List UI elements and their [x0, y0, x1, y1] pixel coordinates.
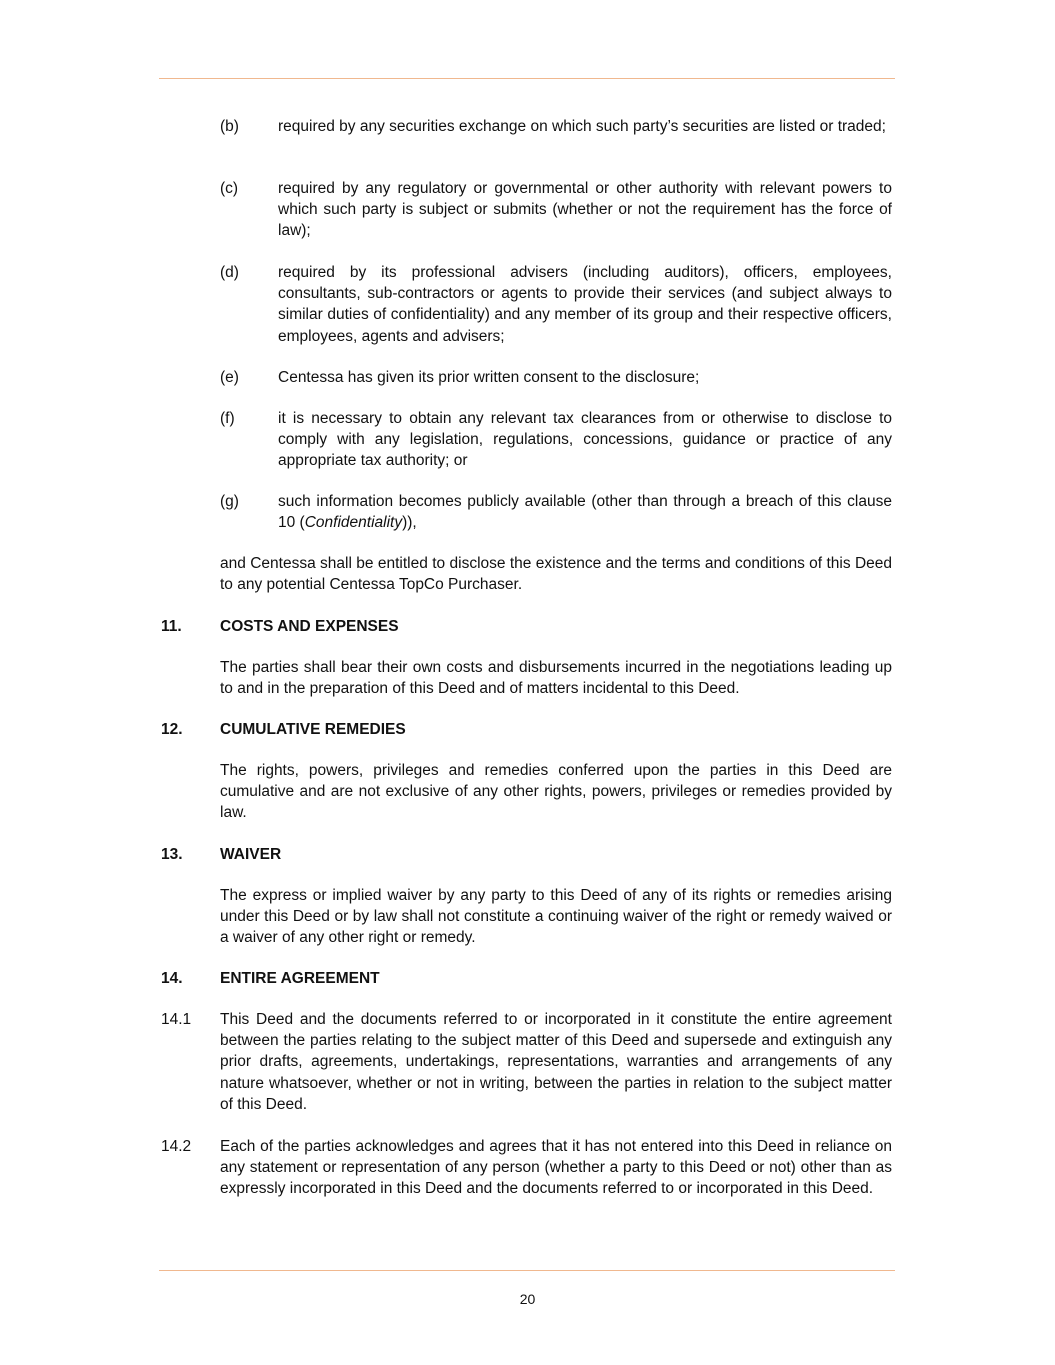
closing-paragraph: and Centessa shall be entitled to disclose the existence and the terms and conditions of this Deed to any potential Centessa TopCo Purchaser.	[220, 555, 892, 594]
section-number: 12.	[161, 721, 183, 738]
subclause-number: 14.2	[161, 1138, 192, 1155]
list-item-text: required by any securities exchange on which such party’s securities are listed or traded;	[278, 118, 886, 135]
section-body-12: The rights, powers, privileges and remedies conferred upon the parties in this Deed are cumulative and are not exclusive of any other rights, powers, privileges or remedies provided by law.	[220, 762, 892, 822]
section-title: COSTS AND EXPENSES	[220, 618, 399, 635]
section-number: 13.	[161, 846, 183, 863]
list-item-label: (b)	[220, 118, 239, 135]
list-item-label: (c)	[220, 180, 239, 197]
header-rule	[159, 78, 895, 79]
list-item-text-end: )),	[402, 514, 417, 532]
list-item-text: it is necessary to obtain any relevant tax clearances from or otherwise to disclose to comply with any legislation, regulations, concessions, guidance or practice of any appropriate tax authority; or	[278, 410, 892, 470]
section-body-11: The parties shall bear their own costs and disbursements incurred in the negotiations leading up to and in the preparation of this Deed and of matters incidental to this Deed.	[220, 659, 892, 698]
subclause-text: Each of the parties acknowledges and agrees that it has not entered into this Deed in reliance on any statement or representation of any person (whether a party to this Deed or not) other than as expressly incorporated in this Deed and the documents referred to or incorporated in this Deed.	[220, 1138, 892, 1198]
list-item-label: (g)	[220, 493, 239, 510]
section-title: CUMULATIVE REMEDIES	[220, 721, 406, 738]
subclause-number: 14.1	[161, 1011, 192, 1028]
footer-rule	[159, 1270, 895, 1271]
section-title: WAIVER	[220, 846, 282, 863]
list-item-text: Centessa has given its prior written consent to the disclosure;	[278, 369, 700, 386]
section-body-13: The express or implied waiver by any party to this Deed of any of its rights or remedies arising under this Deed or by law shall not constitute a continuing waiver of the right or remedy waived or a waiver of any other right or remedy.	[220, 887, 892, 947]
list-item-text-start: such information becomes publicly available (other than through a breach of this clause 10 (	[278, 493, 892, 532]
list-item-label: (d)	[220, 264, 239, 281]
list-item-text-italic: Confidentiality	[304, 514, 403, 532]
list-item-text: required by its professional advisers (including auditors), officers, employees, consultants, sub-contractors or agents to provide their services (and subject always to similar duties of confidentiality) and any member of its group and their respective officers, employees, agents and advisers;	[278, 264, 892, 345]
page-number: 20	[519, 1291, 536, 1307]
list-item-label: (f)	[220, 410, 235, 427]
section-title: ENTIRE AGREEMENT	[220, 970, 380, 987]
section-number: 14.	[161, 970, 183, 987]
list-item-text: required by any regulatory or governmental or other authority with relevant powers to which such party is subject or submits (whether or not the requirement has the force of law);	[278, 180, 892, 240]
list-item-label: (e)	[220, 369, 239, 386]
subclause-text: This Deed and the documents referred to or incorporated in it constitute the entire agreement between the parties relating to the subject matter of this Deed and supersede and extinguish any prior drafts, agreements, undertakings, representations, warranties and arrangements of any nature whatsoever, whether or not in writing, between the parties in relation to the subject matter of this Deed.	[220, 1011, 892, 1113]
list-item-text	[278, 491, 892, 533]
section-number: 11.	[161, 618, 182, 635]
